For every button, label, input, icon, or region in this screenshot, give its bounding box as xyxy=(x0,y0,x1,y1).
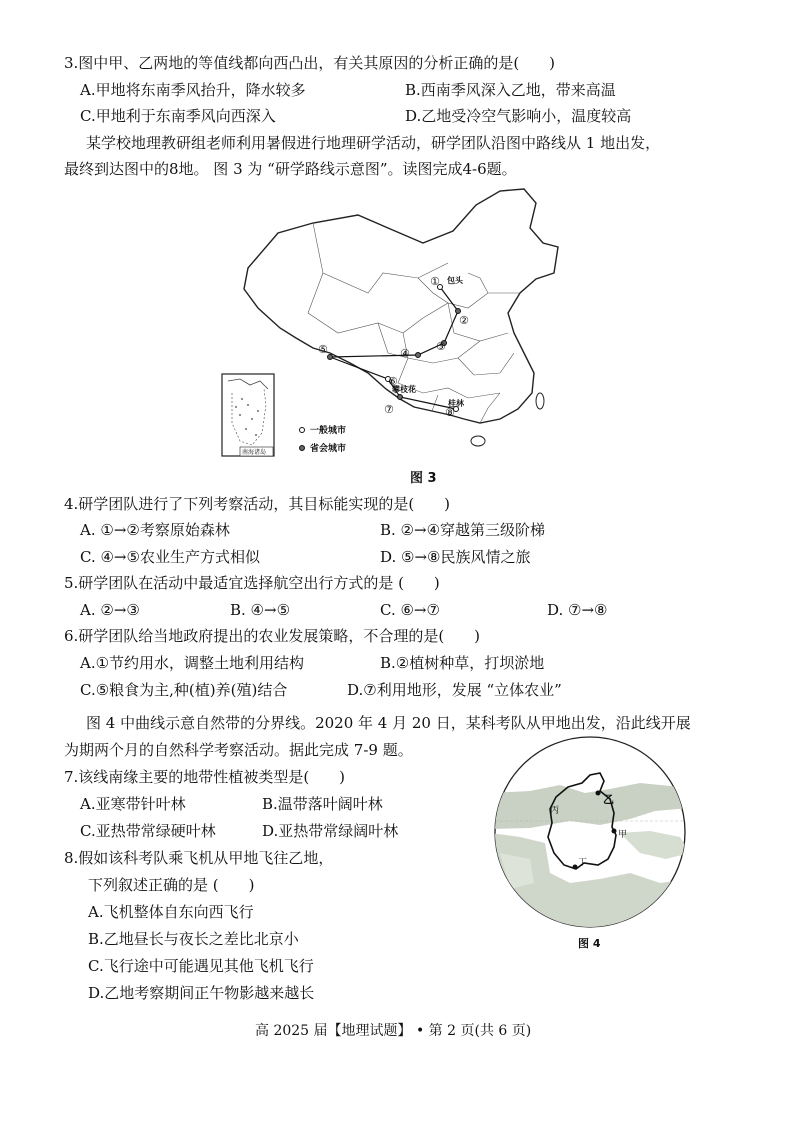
q8-option-d: D.乙地考察期间正午物影越来越长 xyxy=(88,984,315,1002)
q3-stem: 3.图中甲、乙两地的等值线都向西凸出，有关其原因的分析正确的是( ) xyxy=(64,54,556,72)
map-legend xyxy=(300,424,347,454)
figure-4-caption: 图 4 xyxy=(578,937,601,950)
city-baotou: 包头 xyxy=(447,276,463,285)
marker-1: ① xyxy=(430,275,440,288)
q5-option-c: C. ⑥→⑦ xyxy=(380,601,440,619)
q8-stem-line1: 8.假如该科考队乘飞机从甲地飞往乙地， xyxy=(64,849,334,867)
q8-option-b: B.乙地昼长与夜长之差比北京小 xyxy=(88,930,299,948)
label-jia: 甲 xyxy=(618,830,628,840)
city-panzhihua: 攀枝花 xyxy=(392,385,416,394)
marker-3: ③ xyxy=(436,340,446,353)
q7-option-b: B.温带落叶阔叶林 xyxy=(262,795,383,813)
q3-option-b: B.西南季风深入乙地，带来高温 xyxy=(405,81,616,99)
legend-provincial-capital: 省会城市 xyxy=(310,444,347,454)
q6-option-b: B.②植树种草，打坝淤地 xyxy=(380,654,545,672)
marker-6: ⑥ xyxy=(388,375,398,388)
marker-5: ⑤ xyxy=(318,343,328,356)
marker-4: ④ xyxy=(400,347,410,360)
q6-option-a: A.①节约用水，调整土地利用结构 xyxy=(80,654,305,672)
q4-option-c: C. ④→⑤农业生产方式相似 xyxy=(80,548,260,566)
q4-option-b: B. ②→④穿越第三级阶梯 xyxy=(380,521,546,539)
q5-option-a: A. ②→③ xyxy=(80,601,140,619)
intro1-line1: 某学校地理教研组老师利用暑假进行地理研学活动，研学团队沿图中路线从 1 地出发， xyxy=(86,134,661,152)
q3-option-c: C.甲地利于东南季风向西深入 xyxy=(80,107,276,125)
figure-3-route-map xyxy=(218,183,564,461)
label-ding: 丁 xyxy=(578,858,588,868)
q3-option-a: A.甲地将东南季风抬升，降水较多 xyxy=(80,81,306,99)
q6-option-c: C.⑤粮食为主,种(植)养(殖)结合 xyxy=(80,681,288,699)
figure-4-boundary-map xyxy=(490,733,690,929)
marker-2: ② xyxy=(459,314,469,327)
marker-7: ⑦ xyxy=(384,403,394,416)
intro1-line2: 最终到达图中的8地。 图 3 为 “研学路线示意图”。读图完成4-6题。 xyxy=(64,160,517,178)
q5-stem: 5.研学团队在活动中最适宜选择航空出行方式的是 ( ) xyxy=(64,574,440,592)
figure-3-caption: 图 3 xyxy=(410,471,437,486)
q4-option-a: A. ①→②考察原始森林 xyxy=(80,521,230,539)
legend-general-city: 一般城市 xyxy=(310,426,347,436)
q8-option-c: C.飞行途中可能遇见其他飞机飞行 xyxy=(88,957,314,975)
q5-option-d: D. ⑦→⑧ xyxy=(547,601,608,619)
marker-8: ⑧ xyxy=(445,406,455,419)
q4-option-d: D. ⑤→⑧民族风情之旅 xyxy=(380,548,531,566)
q4-stem: 4.研学团队进行了下列考察活动，其目标能实现的是( ) xyxy=(64,495,451,513)
south-china-sea-inset xyxy=(222,374,274,456)
q5-option-b: B. ④→⑤ xyxy=(230,601,291,619)
q6-stem: 6.研学团队给当地政府提出的农业发展策略，不合理的是( ) xyxy=(64,627,481,645)
inset-label: 南海诸岛 xyxy=(242,449,267,456)
q8-option-a: A.飞机整体自东向西飞行 xyxy=(88,903,254,921)
label-bing: 丙 xyxy=(550,806,560,816)
q7-option-d: D.亚热带常绿阔叶林 xyxy=(262,822,399,840)
city-guilin: 桂林 xyxy=(448,399,464,408)
q6-option-d: D.⑦利用地形，发展 “立体农业” xyxy=(347,681,562,699)
intro2-line2: 为期两个月的自然科学考察活动。据此完成 7-9 题。 xyxy=(64,741,413,759)
label-yi: 乙 xyxy=(603,793,614,806)
q8-stem-line2: 下列叙述正确的是 ( ) xyxy=(88,876,255,894)
intro2-line1: 图 4 中曲线示意自然带的分界线。2020 年 4 月 20 日，某科考队从甲地出发，沿此线开展 xyxy=(86,714,691,732)
q7-stem: 7.该线南缘主要的地带性植被类型是( ) xyxy=(64,768,346,786)
q3-option-d: D.乙地受冷空气影响小，温度较高 xyxy=(405,107,632,125)
page-footer: 高 2025 届【地理试题】 • 第 2 页(共 6 页) xyxy=(255,1023,532,1039)
q7-option-c: C.亚热带常绿硬叶林 xyxy=(80,822,216,840)
q7-option-a: A.亚寒带针叶林 xyxy=(80,795,186,813)
